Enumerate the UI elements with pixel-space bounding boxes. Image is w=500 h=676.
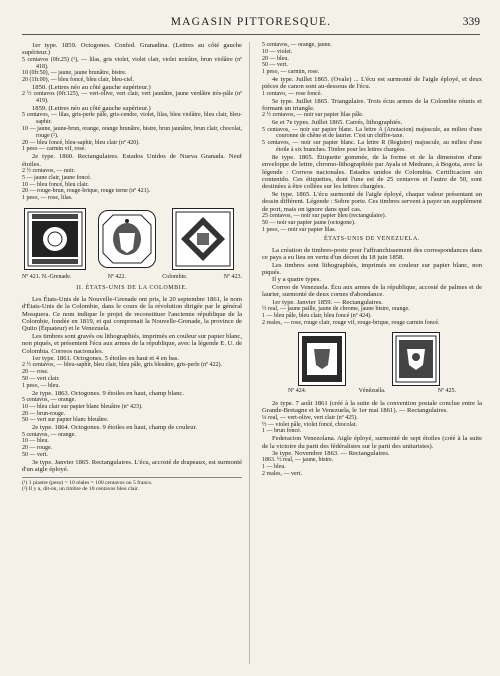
type-heading: 6e et 7e types. Juillet 1865. Carrés, lithographiés. (272, 119, 403, 127)
stamp-engraving-icon (25, 209, 85, 269)
price-line: 20 — bleu foncé, bleu-saphir, bleu clair (nº 420). (22, 139, 140, 146)
price-line: 50 — vert sur papier blanc bleuâtre. (22, 417, 109, 424)
caption: Vénézuéla. (358, 388, 386, 395)
stamp-image (24, 208, 86, 270)
caption: Nº 421. N.-Grenade. (22, 273, 72, 280)
type-heading: 5e type. Juillet 1865. Triangulaire. Trois écus armes de la Colombie réunis et formant un triangle. (262, 97, 482, 112)
type-heading: 1er type. Janvier 1859. — Rectangulaires. (272, 298, 383, 306)
price-line: 1 peso, — noir sur papier lilas. (262, 226, 336, 233)
stamp-illustrations (22, 206, 242, 272)
price-line: 20 — rouge-brun, rouge-brique, rouge terne (nº 421). (22, 188, 151, 195)
caption: Nº 424. (288, 388, 307, 395)
right-column (262, 42, 482, 478)
price-line: 1 — bleu. (262, 464, 286, 471)
price-line: 10 — violet. (262, 48, 293, 55)
caption: Nº 423. (223, 273, 242, 280)
type-heading: 3e type. Janvier 1865. Rectangulaires. L'écu, accosté de drapeaux, est surmonté d'un aigle éployé. (22, 458, 242, 474)
left-column (22, 42, 242, 492)
stamp-image (392, 332, 440, 386)
stamp-captions (262, 388, 482, 395)
stamp-engraving-icon (393, 333, 439, 385)
paragraph: 8e type. 1865. Étiquette gommée, de la forme et de la dimension d'une enveloppe de lettre, chromo-lithographiée par Ayala et Medrano, à Bogota, avec la légende : Correos nacionales. Estados unidos de Colombia. Certificacion sin contenido. Ces étiquettes, dont l'une est de 25 centavos et l'autre de 50, sont destinées à être collées sur les lettres chargées. (262, 153, 482, 191)
stamp-image (172, 208, 234, 270)
type-heading: 3e type. Novembre 1863. — Rectangulaires. (272, 449, 390, 457)
stamp-image (298, 332, 346, 386)
paragraph: Les timbres sont lithographiés, imprimés en couleur sur papier blanc, non piqués. (262, 261, 482, 277)
stamp-engraving-icon (99, 211, 155, 267)
price-line: 10 (0fr.50), — jaune, jaune brunâtre, bistre. (22, 70, 127, 77)
price-line: 2 ½ centavos, — noir sur papier lilas pâle. (262, 112, 364, 119)
price-line: 50 — vert. (262, 62, 288, 69)
price-line: 1 peso, — carmin, rose. (262, 69, 320, 76)
price-line: 1 peso — carmin vif, rose. (22, 146, 86, 153)
price-line: 10 — bleu clair sur papier blanc bleuâtre (nº 423). (22, 403, 143, 410)
price-line: 1 peso, — rose, lilas. (22, 195, 73, 202)
price-line: 5 centavos, — orange. (22, 431, 76, 438)
page-header (22, 14, 480, 35)
price-line: 5 centavos (0fr.25) (¹), — lilas, gris violet, violet clair, violet noirâtre, brun violâtre (nº 418). (22, 56, 242, 70)
price-line: 1863. ½ real, — jaune, bistre. (262, 457, 334, 464)
footnote: (¹) 1 piastre (peso) = 10 réales = 100 centavos ou 5 francs. (22, 479, 153, 486)
paragraph: 2e type. 7 août 1861 (créé à la suite de la convention postale conclue entre la Grande-Bretagne et le Venezuela, le 1er mai 1861). — Rectangulaires. (262, 399, 482, 415)
paragraph: Il y a quatre types. (272, 276, 321, 284)
type-heading: 2e type. 1864. Octogones. 9 étoiles en haut, champ de couleur. (32, 424, 197, 432)
paragraph: Correo de Venezuela. Écu aux armes de la république, accosté de palmes et de laurier, surmonté de deux cornes d'abondance. (262, 283, 482, 299)
price-line: 50 — noir sur papier jaune (octogone). (262, 219, 356, 226)
type-heading: 2e type. 1860. Rectangulaires. Estados Unidos de Nueva Granada. Neuf étoiles. (22, 153, 242, 168)
type-heading: 2e type. 1863. Octogones. 9 étoiles en haut, champ blanc. (32, 389, 184, 397)
price-line: 1 — bleu pâle, bleu clair, bleu foncé (nº 424). (262, 312, 372, 319)
caption: Colombie. (162, 273, 188, 280)
price-line: 20 — bleu. (262, 55, 289, 62)
year-heading: 1850. (Lettres néo au côté gauche supérieur.) (32, 84, 151, 91)
paragraph: Federacion Venezolana. Aigle éployé, surmonté de sept étoiles (créé à la suite de la victoire du parti des fédéralistes sur le parti des unitaristes). (262, 435, 482, 450)
stamp-image (98, 210, 156, 268)
paragraph: La création de timbres-poste pour l'affranchissement des correspondances dans ce pays a eu lieu en vertu d'un décret du 18 juin 1858. (262, 246, 482, 262)
caption: Nº 425. (437, 388, 456, 395)
price-line: 20 — rose. (22, 369, 49, 376)
price-line: 2 reales, — vert. (262, 470, 302, 477)
paragraph: Les États-Unis de la Nouvelle-Grenade ont pris, le 20 septembre 1861, le nom d'États-Unis de la Colombie, dans le cours de la révolution dirigée par le général Mosquera. Ce nom indique le projet de reconstituer l'ancienne république de la Colombie, fondée en 1819, et qui comprenait la Nouvelle-Grenade, la province de Quito (Équateur) et le Venezuela. (22, 295, 242, 333)
price-line: 5 centavos, — orange, jaune. (262, 42, 332, 48)
price-line: 20 — brun-rouge. (22, 410, 66, 417)
price-line: 5 centavos, — orange. (22, 397, 76, 404)
type-heading: 1er type. 1861. Octogones. 5 étoiles en haut et 4 en bas. (32, 355, 180, 363)
stamp-engraving-icon (173, 209, 233, 269)
price-line: 5 centavos, — noir sur papier blanc. La lettre A (Anotacion) majuscule, au milieu d'une couronne de chêne et de laurier. C'est un chiffre-taxe. (262, 126, 482, 140)
price-line: ¼ real, — vert-olive, vert clair (nº 425). (262, 414, 358, 421)
price-line: 1 — brun foncé. (262, 428, 302, 435)
price-line: 25 centavos, — noir sur papier bleu (rectangulaire). (262, 213, 387, 220)
type-heading: 1er type. 1859. Octogones. Confed. Granadina. (Lettres au côté gauche supérieur.) (22, 42, 242, 57)
year-heading: 1859. (Lettres néo au côté gauche supérieur.) (32, 105, 151, 112)
price-line: 20 (1fr.00), — bleu foncé, bleu clair, bleu-ciel. (22, 77, 135, 84)
magazine-title: MAGASIN PITTORESQUE. (170, 16, 332, 28)
price-line: 2 ½ centavos (0fr.125), — vert-olive, vert clair, vert jaunâtre, jaune verdâtre très-pâle (nº 419). (22, 91, 242, 105)
price-line: 50 — vert clair. (22, 376, 60, 383)
price-line: 2 ½ centavos, — bleu-saphir, bleu clair, bleu pâle, gris bleuâtre, gris-perle (nº 422). (22, 362, 222, 369)
paragraph: Les timbres sont gravés ou lithographiés, imprimés en couleur sur papier blanc, non piqués, et présentent l'écu aux armes de la république, avec la légende E. U. de Colombia. Correos nacionales. (22, 332, 242, 355)
price-line: 10 — bleu foncé, bleu clair. (22, 181, 89, 188)
type-heading: 4e type. Juillet 1865. (Ovale) ... L'écu est surmonté de l'aigle éployé, et deux pièces de canon sont au-dessous de l'écu. (262, 75, 482, 91)
stamp-engraving-icon (299, 333, 345, 385)
stamp-illustrations (262, 330, 482, 386)
price-line: 2 reales, — rose, rouge clair, rouge vif, rouge-brique, rouge carmin foncé. (262, 319, 440, 326)
caption: Nº 422. (107, 273, 126, 280)
price-line: 10 — bleu. (22, 438, 49, 445)
price-line: 1 peso, — bleu. (22, 382, 60, 389)
price-line: 1 centavo, — rose foncé. (262, 90, 322, 97)
price-line: 5 centavos, — noir sur papier blanc. La lettre R (Registro) majuscule, au milieu d'une étoile à six branches. Timbre pour les lettres chargées. (262, 140, 482, 153)
price-line: 50 — vert. (22, 452, 48, 459)
price-line: 20 — rouge. (22, 445, 53, 452)
footnotes (22, 477, 242, 493)
stamp-captions (22, 274, 242, 281)
section-title: II. ÉTATS-UNIS DE LA COLOMBIE. (76, 285, 188, 292)
price-line: ½ real, — jaune paille, jaune de chrome, jaune bistre, orange. (262, 306, 410, 313)
price-line: 5 — jaune clair, jaune foncé. (22, 174, 92, 181)
page-number: 339 (462, 16, 480, 28)
column-divider (249, 42, 250, 664)
price-line: 5 centavos, — lilas, gris-perle pâle, gris-cendre, violet, lilas, bleu violâtre, bleu clair, bleu-saphir. (22, 112, 242, 126)
price-line: 2 ½ centavos, — noir. (22, 168, 75, 174)
footnote: (²) Il y a, dit-on, un timbre de 10 centavos bleu clair. (22, 486, 139, 493)
price-line: ½ — violet pâle, violet foncé, chocolat. (262, 421, 357, 428)
price-line: 10 — jaune, jaune-brun, orange, orange brunâtre, bistre, brun jaunâtre, brun clair, chocolat, rouge (²). (22, 126, 242, 139)
paragraph: 9e type. 1865. L'écu surmonté de l'aigle éployé, chaque valeur présentant un dessin différent. Légende : Sobre porte. Ces timbres servent à payer un supplément de port, mais on ignore dans quel cas. (262, 190, 482, 213)
section-title: ÉTATS-UNIS DE VENEZUELA. (324, 236, 420, 243)
